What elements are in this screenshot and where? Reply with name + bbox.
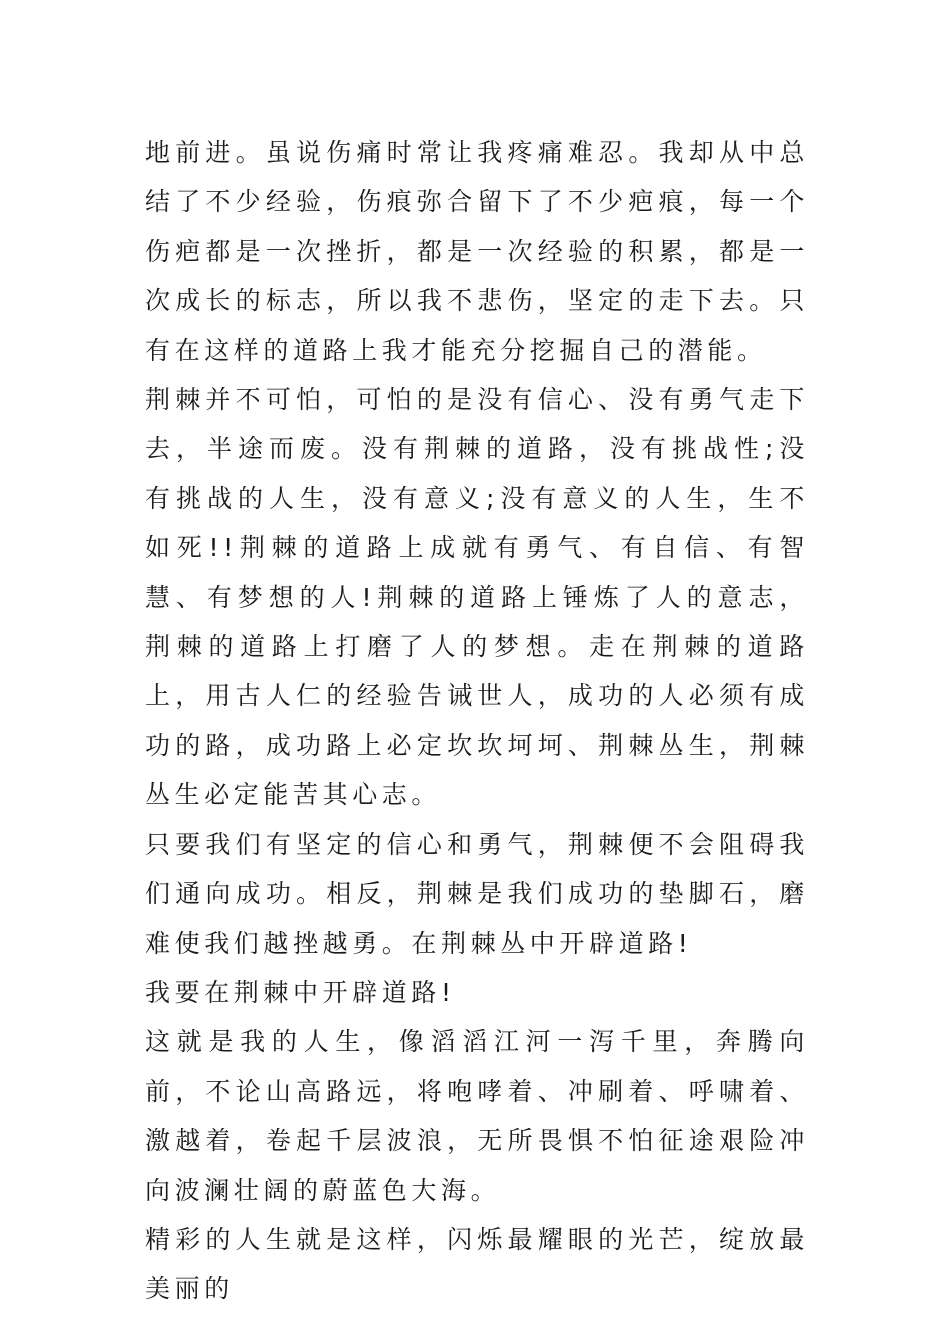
paragraph-confidence: 只要我们有坚定的信心和勇气，荆棘便不会阻碍我们通向成功。相反，荆棘是我们成功的垫脚石，磨难使我们越挫越勇。在荆棘丛中开辟道路! <box>145 829 809 958</box>
paragraph-my-life: 这就是我的人生，像滔滔江河一泻千里，奔腾向前，不论山高路远，将咆哮着、冲刷着、呼啸着、激越着，卷起千层波浪，无所畏惧不怕征途艰险冲向波澜壮阔的蔚蓝色大海。 <box>145 1027 809 1205</box>
document-body <box>145 128 809 1314</box>
paragraph-thorns: 荆棘并不可怕，可怕的是没有信心、没有勇气走下去，半途而废。没有荆棘的道路，没有挑战性;没有挑战的人生，没有意义;没有意义的人生，生不如死!!荆棘的道路上成就有勇气、有自信、有智慧、有梦想的人!荆棘的道路上锤炼了人的意志，荆棘的道路上打磨了人的梦想。走在荆棘的道路上，用古人仁的经验告诫世人，成功的人必须有成功的路，成功路上必定坎坎坷坷、荆棘丛生，荆棘丛生必定能苦其心志。 <box>145 385 809 810</box>
paragraph-resolve: 我要在荆棘中开辟道路! <box>145 977 456 1007</box>
paragraph-continuation: 地前进。虽说伤痛时常让我疼痛难忍。我却从中总结了不少经验，伤痕弥合留下了不少疤痕，每一个伤疤都是一次挫折，都是一次经验的积累，都是一次成长的标志，所以我不悲伤，坚定的走下去。只有在这样的道路上我才能充分挖掘自己的潜能。 <box>145 138 809 365</box>
paragraph-wonderful-life: 精彩的人生就是这样，闪烁最耀眼的光芒，绽放最美丽的 <box>145 1224 809 1304</box>
